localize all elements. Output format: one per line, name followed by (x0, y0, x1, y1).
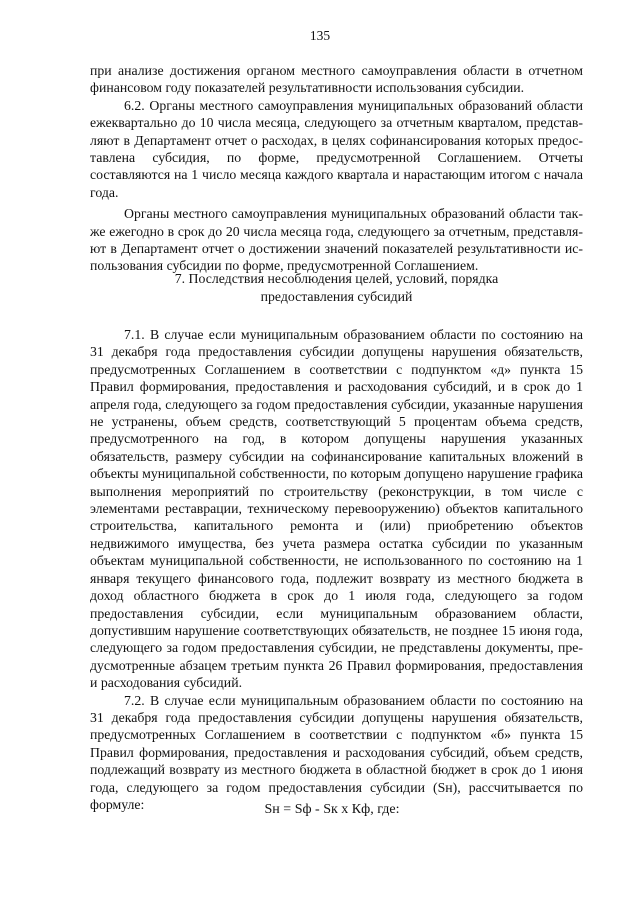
paragraph-6-2: 6.2. Органы местного самоуправления муниципальных образований области ежеквартально до 10 числа месяца, следующего за отчетным кварталом, представляют в Департамент отчет о расходах, в целях софинансирования которых предоставлена субсидия, по форме, предусмотренной Соглашением. Отчеты составляются на 1 число месяца каждого квартала и нарастающим итогом с начала года. (90, 97, 583, 200)
formula: Sн = Sф - Sк x Кф, где: (264, 802, 400, 817)
text-block-reporting (90, 62, 583, 275)
section-title-line-1: 7. Последствия несоблюдения целей, условий, порядка (174, 271, 499, 286)
page-number: 135 (309, 28, 331, 43)
paragraph-annual-report: Органы местного самоуправления муниципальных образований области также ежегодно в срок до 20 числа месяца года, следующего за отчетным, представляют в Департамент отчет о достижении значений показателей результативности использования субсидии по форме, предусмотренной Соглашением. (90, 206, 583, 274)
section-title (90, 270, 583, 306)
paragraph-continuation: при анализе достижения органом местного самоуправления области в отчетном финансовом году показателей результативности использования субсидии. (90, 63, 583, 96)
text-block-consequences (90, 326, 583, 813)
paragraph-7-1: 7.1. В случае если муниципальным образованием области по состоянию на 31 декабря года предоставления субсидии допущены нарушения обязательств, предусмотренных Соглашением в соответствии с подпунктом «д» пункта 15 Правил формирования, предоставления и расходования субсидий, и в срок до 1 апреля года, следующего за годом предоставления субсидии, указанные нарушения не устранены, объем средств, соответствующий 5 процентам объема средств, предусмотренного на год, в котором допущены нарушения указанных обязательств, размеру субсидии на софинансирование капитальных вложений в объекты муниципальной собственности, по которым допущено нарушение графика выполнения мероприятий по строительству (реконструкции, в том числе с элементами реставрации, техническому перевооружению) объектов капитального строительства, капитального ремонта и (или) приобретению объектов недвижимого имущества, без учета размера остатка субсидии по указанным объектам муниципальной собственности, не использованного по состоянию на 1 января текущего финансового года, подлежит возврату из местного бюджета в доход областного бюджета в срок до 1 июля года, следующего за годом предоставления субсидии, если муниципальным образованием области, допустившим нарушение соответствующих обязательств, не позднее 15 июня года, следующего за годом предоставления субсидии, не представлены документы, предусмотренные абзацем третьим пункта 26 Правил формирования, предоставления и расходования субсидий. (90, 327, 583, 691)
paragraph-7-2: 7.2. В случае если муниципальным образованием области по состоянию на 31 декабря года предоставления субсидии допущены нарушения обязательств, предусмотренных Соглашением в соответствии с подпунктом «б» пункта 15 Правил формирования, предоставления и расходования субсидий, объем средств, подлежащий возврату из местного бюджета в областной бюджет в срок до 1 июня года, следующего за годом предоставления субсидии (Sн), рассчитывается по формуле: (90, 692, 583, 812)
section-title-line-2: предоставления субсидий (260, 289, 413, 304)
